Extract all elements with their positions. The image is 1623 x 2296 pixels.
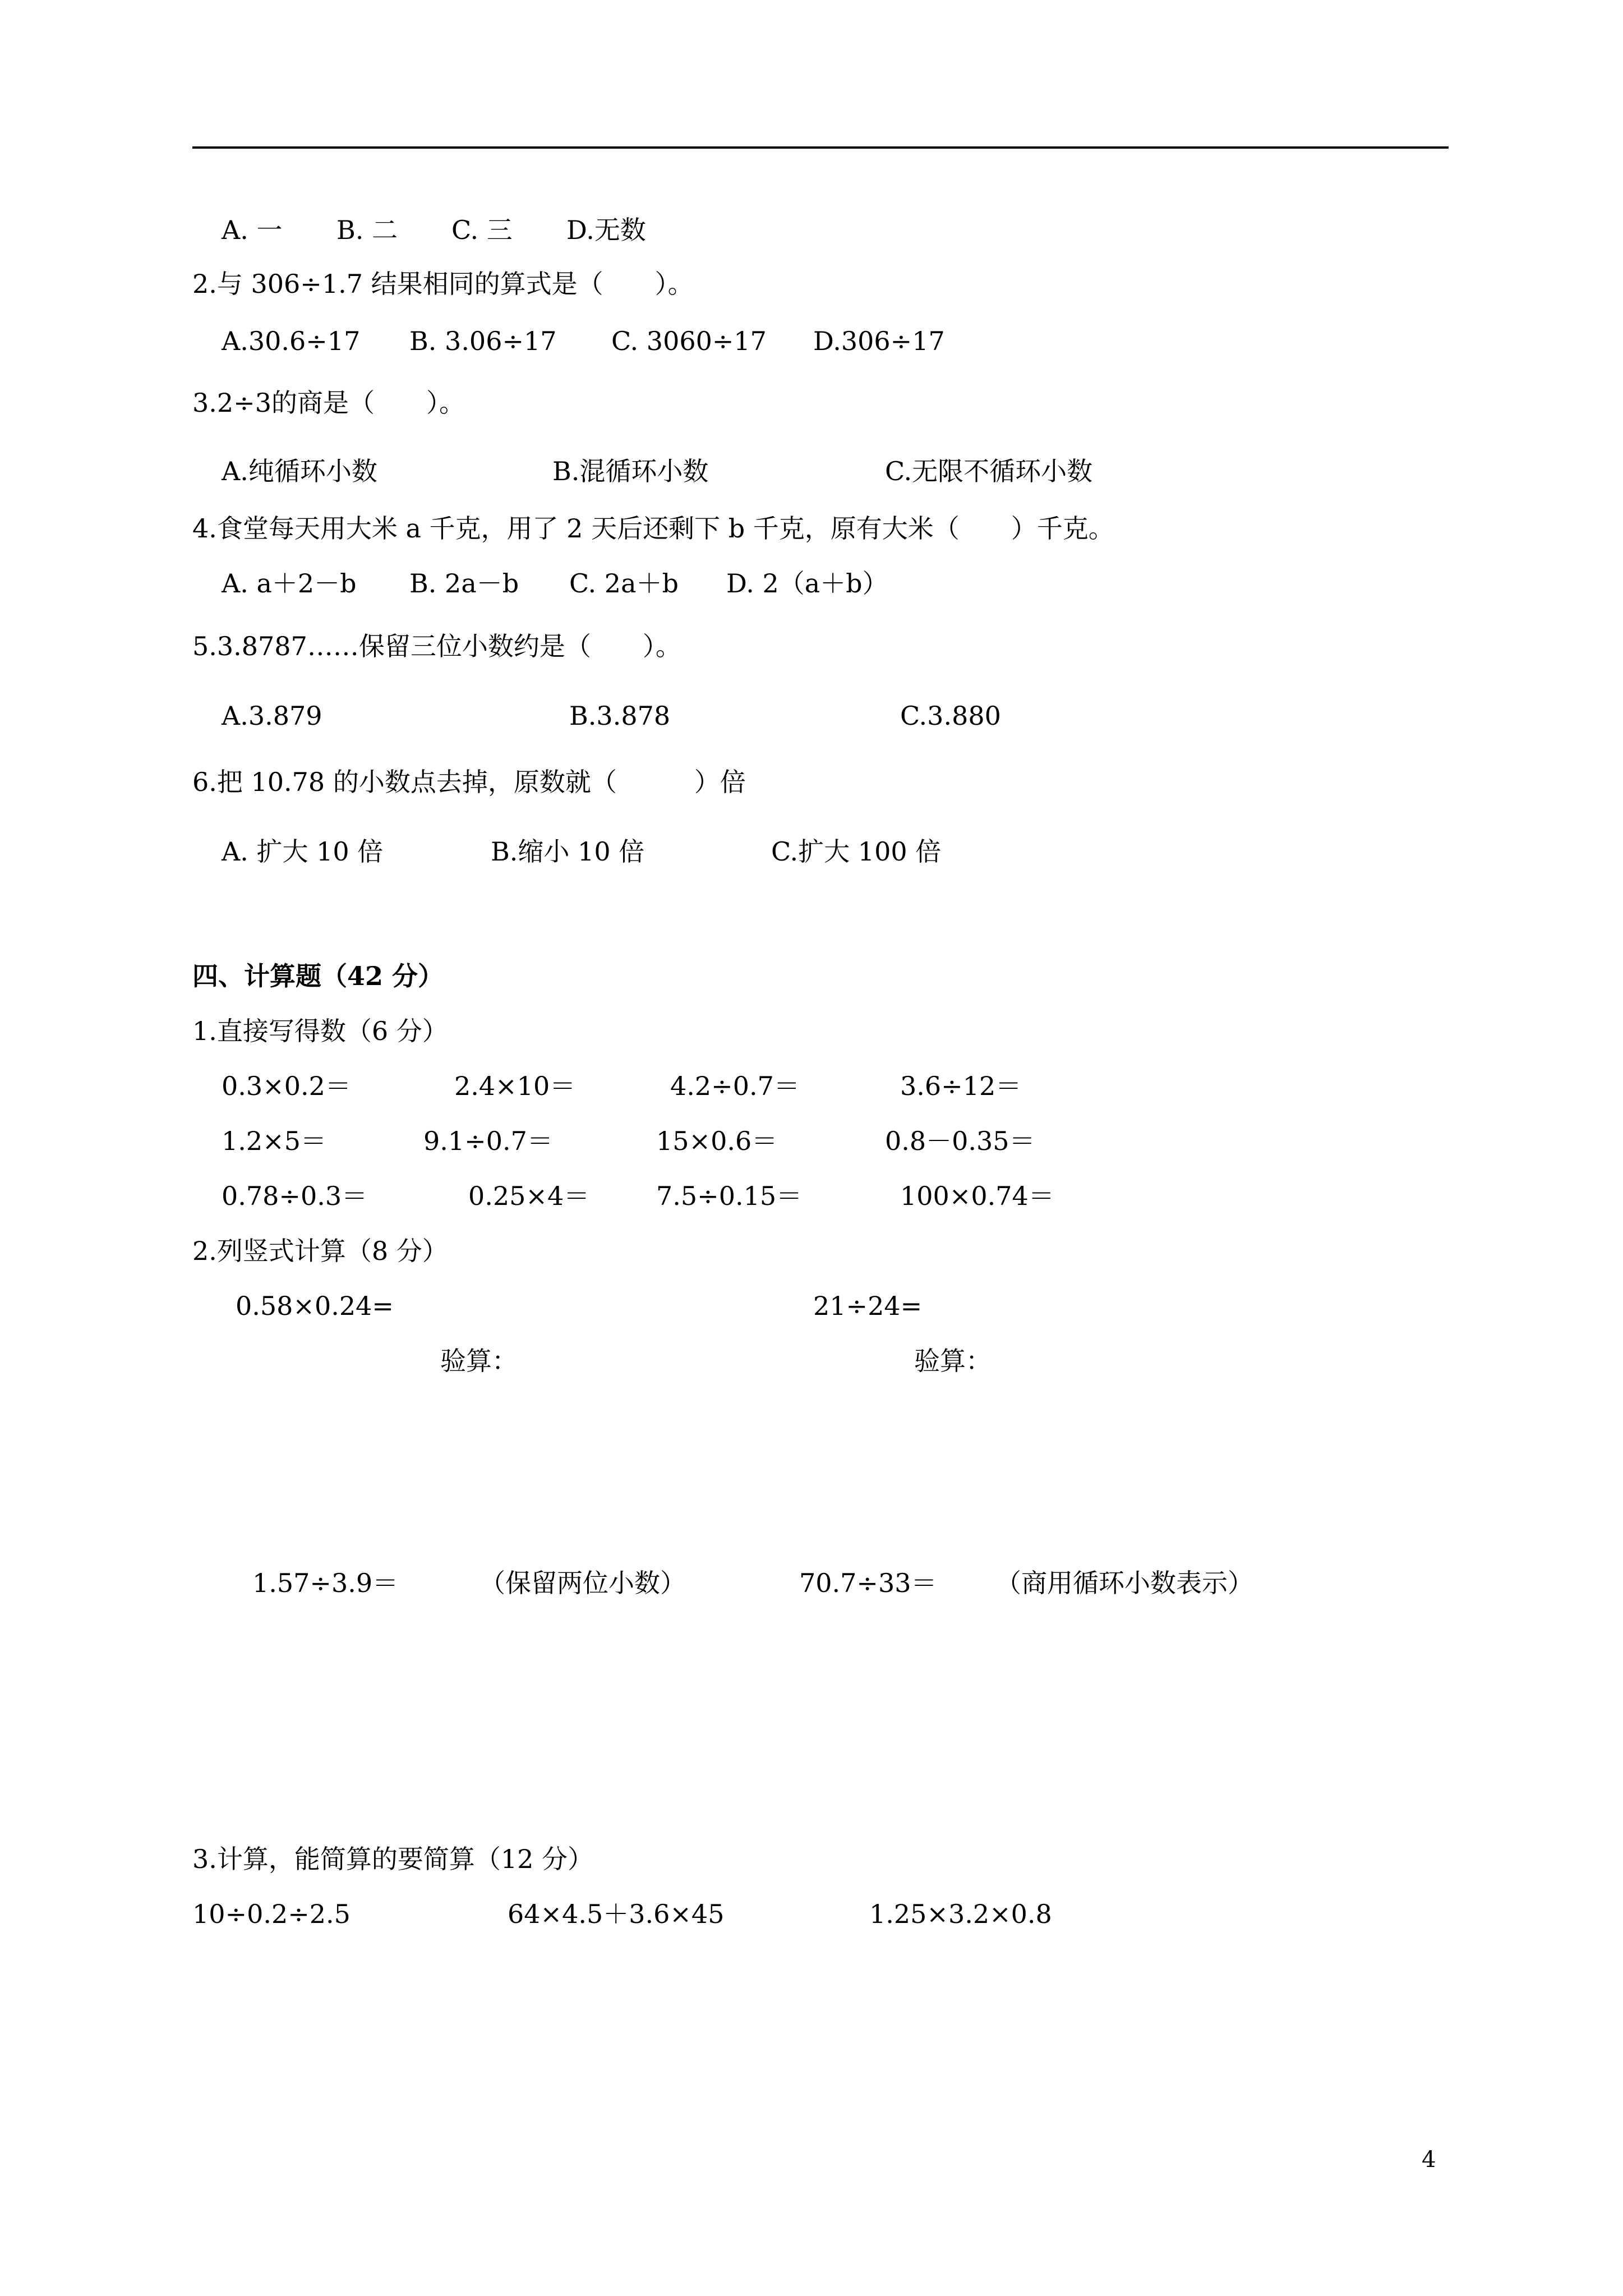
vertical-calc-item: 1.57÷3.9＝ (252, 1568, 399, 1598)
vertical-calc-item: 21÷24= (813, 1291, 923, 1321)
q1-option-a: A. 一 (222, 215, 283, 245)
page-number: 4 (1422, 2147, 1436, 2173)
q3-option-a: A.纯循环小数 (222, 456, 377, 486)
simplify-calc-item: 1.25×3.2×0.8 (869, 1899, 1052, 1929)
q2-option-a: A.30.6÷17 (222, 326, 361, 356)
q2-stem: 2.与 306÷1.7 结果相同的算式是（ ）。 (192, 269, 694, 299)
part2-title: 2.列竖式计算（8 分） (192, 1236, 448, 1266)
oral-calc-item: 1.2×5＝ (222, 1126, 326, 1156)
oral-calc-item: 9.1÷0.7＝ (423, 1126, 553, 1156)
q3-option-c: C.无限不循环小数 (885, 456, 1093, 486)
vertical-calc-item: 0.58×0.24= (236, 1291, 394, 1321)
q1-option-c: C. 三 (451, 215, 513, 245)
q4-option-b: B. 2a－b (409, 568, 519, 599)
q5-option-b: B.3.878 (569, 701, 671, 731)
q4-option-a: A. a＋2－b (222, 568, 357, 599)
repeating-decimal-note: （商用循环小数表示） (995, 1568, 1253, 1598)
oral-calc-item: 0.25×4＝ (468, 1181, 590, 1211)
q4-stem: 4.食堂每天用大米 a 千克，用了 2 天后还剩下 b 千克，原有大米（ ）千克。 (192, 513, 1114, 544)
q6-option-b: B.缩小 10 倍 (491, 836, 645, 867)
check-label: 验算： (914, 1346, 992, 1376)
part3-title: 3.计算，能简算的要简算（12 分） (192, 1844, 594, 1874)
oral-calc-item: 15×0.6＝ (656, 1126, 778, 1156)
q6-option-a: A. 扩大 10 倍 (222, 836, 384, 867)
simplify-calc-item: 10÷0.2÷2.5 (192, 1899, 351, 1929)
oral-calc-item: 0.78÷0.3＝ (222, 1181, 368, 1211)
q5-option-a: A.3.879 (222, 701, 322, 731)
q2-option-d: D.306÷17 (813, 326, 945, 356)
q6-option-c: C.扩大 100 倍 (771, 836, 942, 867)
simplify-calc-item: 64×4.5＋3.6×45 (508, 1899, 725, 1929)
q5-option-c: C.3.880 (900, 701, 1001, 731)
check-label: 验算： (440, 1346, 518, 1376)
vertical-calc-item: 70.7÷33＝ (799, 1568, 937, 1598)
q1-option-b: B. 二 (336, 215, 398, 245)
oral-calc-item: 7.5÷0.15＝ (656, 1181, 803, 1211)
q1-option-d: D.无数 (566, 215, 646, 245)
q4-option-d: D. 2（a＋b） (726, 568, 888, 599)
oral-calc-item: 0.8－0.35＝ (885, 1126, 1035, 1156)
oral-calc-item: 100×0.74＝ (900, 1181, 1054, 1211)
oral-calc-item: 2.4×10＝ (454, 1071, 576, 1101)
section-title: 四、计算题（42 分） (192, 961, 444, 991)
q3-stem: 3.2÷3的商是（ ）。 (192, 388, 465, 418)
oral-calc-item: 4.2÷0.7＝ (670, 1071, 800, 1101)
q2-option-c: C. 3060÷17 (611, 326, 767, 356)
part1-title: 1.直接写得数（6 分） (192, 1016, 448, 1046)
header-rule (192, 146, 1449, 149)
q3-option-b: B.混循环小数 (552, 456, 709, 486)
q5-stem: 5.3.8787……保留三位小数约是（ ）。 (192, 631, 681, 661)
oral-calc-item: 3.6÷12＝ (900, 1071, 1022, 1101)
q4-option-c: C. 2a＋b (569, 568, 679, 599)
q6-stem: 6.把 10.78 的小数点去掉，原数就（ ）倍 (192, 767, 746, 797)
rounding-note: （保留两位小数） (479, 1568, 686, 1598)
q2-option-b: B. 3.06÷17 (409, 326, 557, 356)
oral-calc-item: 0.3×0.2＝ (222, 1071, 351, 1101)
